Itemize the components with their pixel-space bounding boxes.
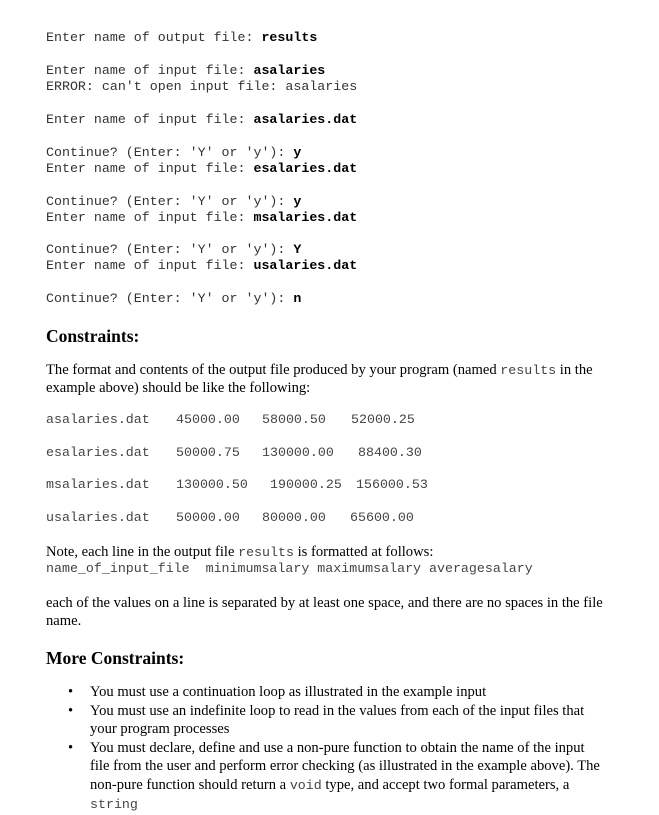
input-name-5: usalaries.dat xyxy=(253,258,358,273)
note-text-b: is formatted at follows: xyxy=(293,544,434,560)
row-min: 50000.75 xyxy=(176,445,240,460)
continue-answer-1: y xyxy=(293,145,302,160)
session-input-line-2 xyxy=(46,112,357,128)
row-max: 80000.00 xyxy=(262,510,326,525)
continue-prompt: Continue? (Enter: 'Y' or 'y'): xyxy=(46,242,294,257)
list-item xyxy=(46,683,606,702)
output-row xyxy=(46,445,422,460)
list-item-text-b: type, and accept two formal parameters, a xyxy=(321,776,570,793)
session-continue-line-3 xyxy=(46,242,301,258)
continue-answer-3: Y xyxy=(293,242,302,257)
row-max: 58000.50 xyxy=(262,412,326,427)
note-text-a: Note, each line in the output file xyxy=(46,544,239,560)
bullet-icon: • xyxy=(68,739,74,756)
continue-answer-4: n xyxy=(293,291,302,306)
list-item-text: You must use a continuation loop as illustrated in the example input xyxy=(90,684,487,700)
constraints-heading: Constraints: xyxy=(46,326,140,346)
input-prompt: Enter name of input file: xyxy=(46,161,254,176)
row-file: usalaries.dat xyxy=(46,510,150,525)
input-prompt: Enter name of input file: xyxy=(46,258,254,273)
row-avg: 65600.00 xyxy=(350,510,414,525)
list-item xyxy=(46,702,606,739)
row-max: 190000.25 xyxy=(270,477,342,492)
output-prompt: Enter name of output file: xyxy=(46,30,262,45)
row-avg: 88400.30 xyxy=(358,445,422,460)
input-prompt: Enter name of input file: xyxy=(46,112,254,127)
list-item-text-a: You must declare, define and use a non-pure function to obtain the name of the input file from the user and perform error checking (as illustrated in the example above). The non-pure function should return a xyxy=(90,739,600,793)
session-input-line-1 xyxy=(46,63,325,79)
continue-prompt: Continue? (Enter: 'Y' or 'y'): xyxy=(46,194,294,209)
constraints-paragraph xyxy=(46,362,606,397)
session-error-line: ERROR: can't open input file: asalaries xyxy=(46,79,358,94)
session-continue-line-1 xyxy=(46,145,301,161)
input-prompt: Enter name of input file: xyxy=(46,210,254,225)
session-output-prompt-line xyxy=(46,30,317,46)
row-file: msalaries.dat xyxy=(46,477,150,492)
output-row xyxy=(46,510,414,525)
output-row xyxy=(46,477,428,492)
output-name-input: results xyxy=(261,30,318,45)
results-code: results xyxy=(238,545,294,560)
constraints-text-a: The format and contents of the output file produced by your program (named xyxy=(46,362,501,378)
row-avg: 52000.25 xyxy=(351,412,415,427)
session-input-line-5 xyxy=(46,258,357,274)
format-line: name_of_input_file minimumsalary maximumsalary averagesalary xyxy=(46,561,533,576)
continue-prompt: Continue? (Enter: 'Y' or 'y'): xyxy=(46,291,294,306)
row-min: 130000.50 xyxy=(176,477,248,492)
more-constraints-heading: More Constraints: xyxy=(46,648,185,668)
constraints-text-b: in the example above) should be like the following: xyxy=(46,362,593,396)
row-file: esalaries.dat xyxy=(46,445,150,460)
void-code: void xyxy=(289,777,322,793)
row-max: 130000.00 xyxy=(262,445,334,460)
row-min: 45000.00 xyxy=(176,412,240,427)
results-code: results xyxy=(500,363,557,378)
input-name-4: msalaries.dat xyxy=(253,210,358,225)
list-item-text: You must use an indefinite loop to read in the values from each of the input files that your program processes xyxy=(90,702,585,737)
note-line xyxy=(46,544,606,562)
row-min: 50000.00 xyxy=(176,510,240,525)
continue-answer-2: y xyxy=(293,194,302,209)
output-row xyxy=(46,412,415,427)
string-code: string xyxy=(90,797,138,812)
row-file: asalaries.dat xyxy=(46,412,150,427)
input-prompt: Enter name of input file: xyxy=(46,63,254,78)
session-input-line-3 xyxy=(46,161,357,177)
list-item xyxy=(46,739,606,815)
bullet-icon: • xyxy=(68,702,74,719)
input-name-2: asalaries.dat xyxy=(253,112,358,127)
spacing-paragraph: each of the values on a line is separated by at least one space, and there are no spaces in the file name. xyxy=(46,595,603,629)
continue-prompt: Continue? (Enter: 'Y' or 'y'): xyxy=(46,145,294,160)
input-name-3: esalaries.dat xyxy=(253,161,358,176)
session-continue-line-4 xyxy=(46,291,301,307)
session-input-line-4 xyxy=(46,210,357,226)
row-avg: 156000.53 xyxy=(356,477,428,492)
session-continue-line-2 xyxy=(46,194,301,210)
bullet-icon: • xyxy=(68,684,74,700)
constraints-list xyxy=(46,683,606,815)
input-name-1: asalaries xyxy=(253,63,326,78)
